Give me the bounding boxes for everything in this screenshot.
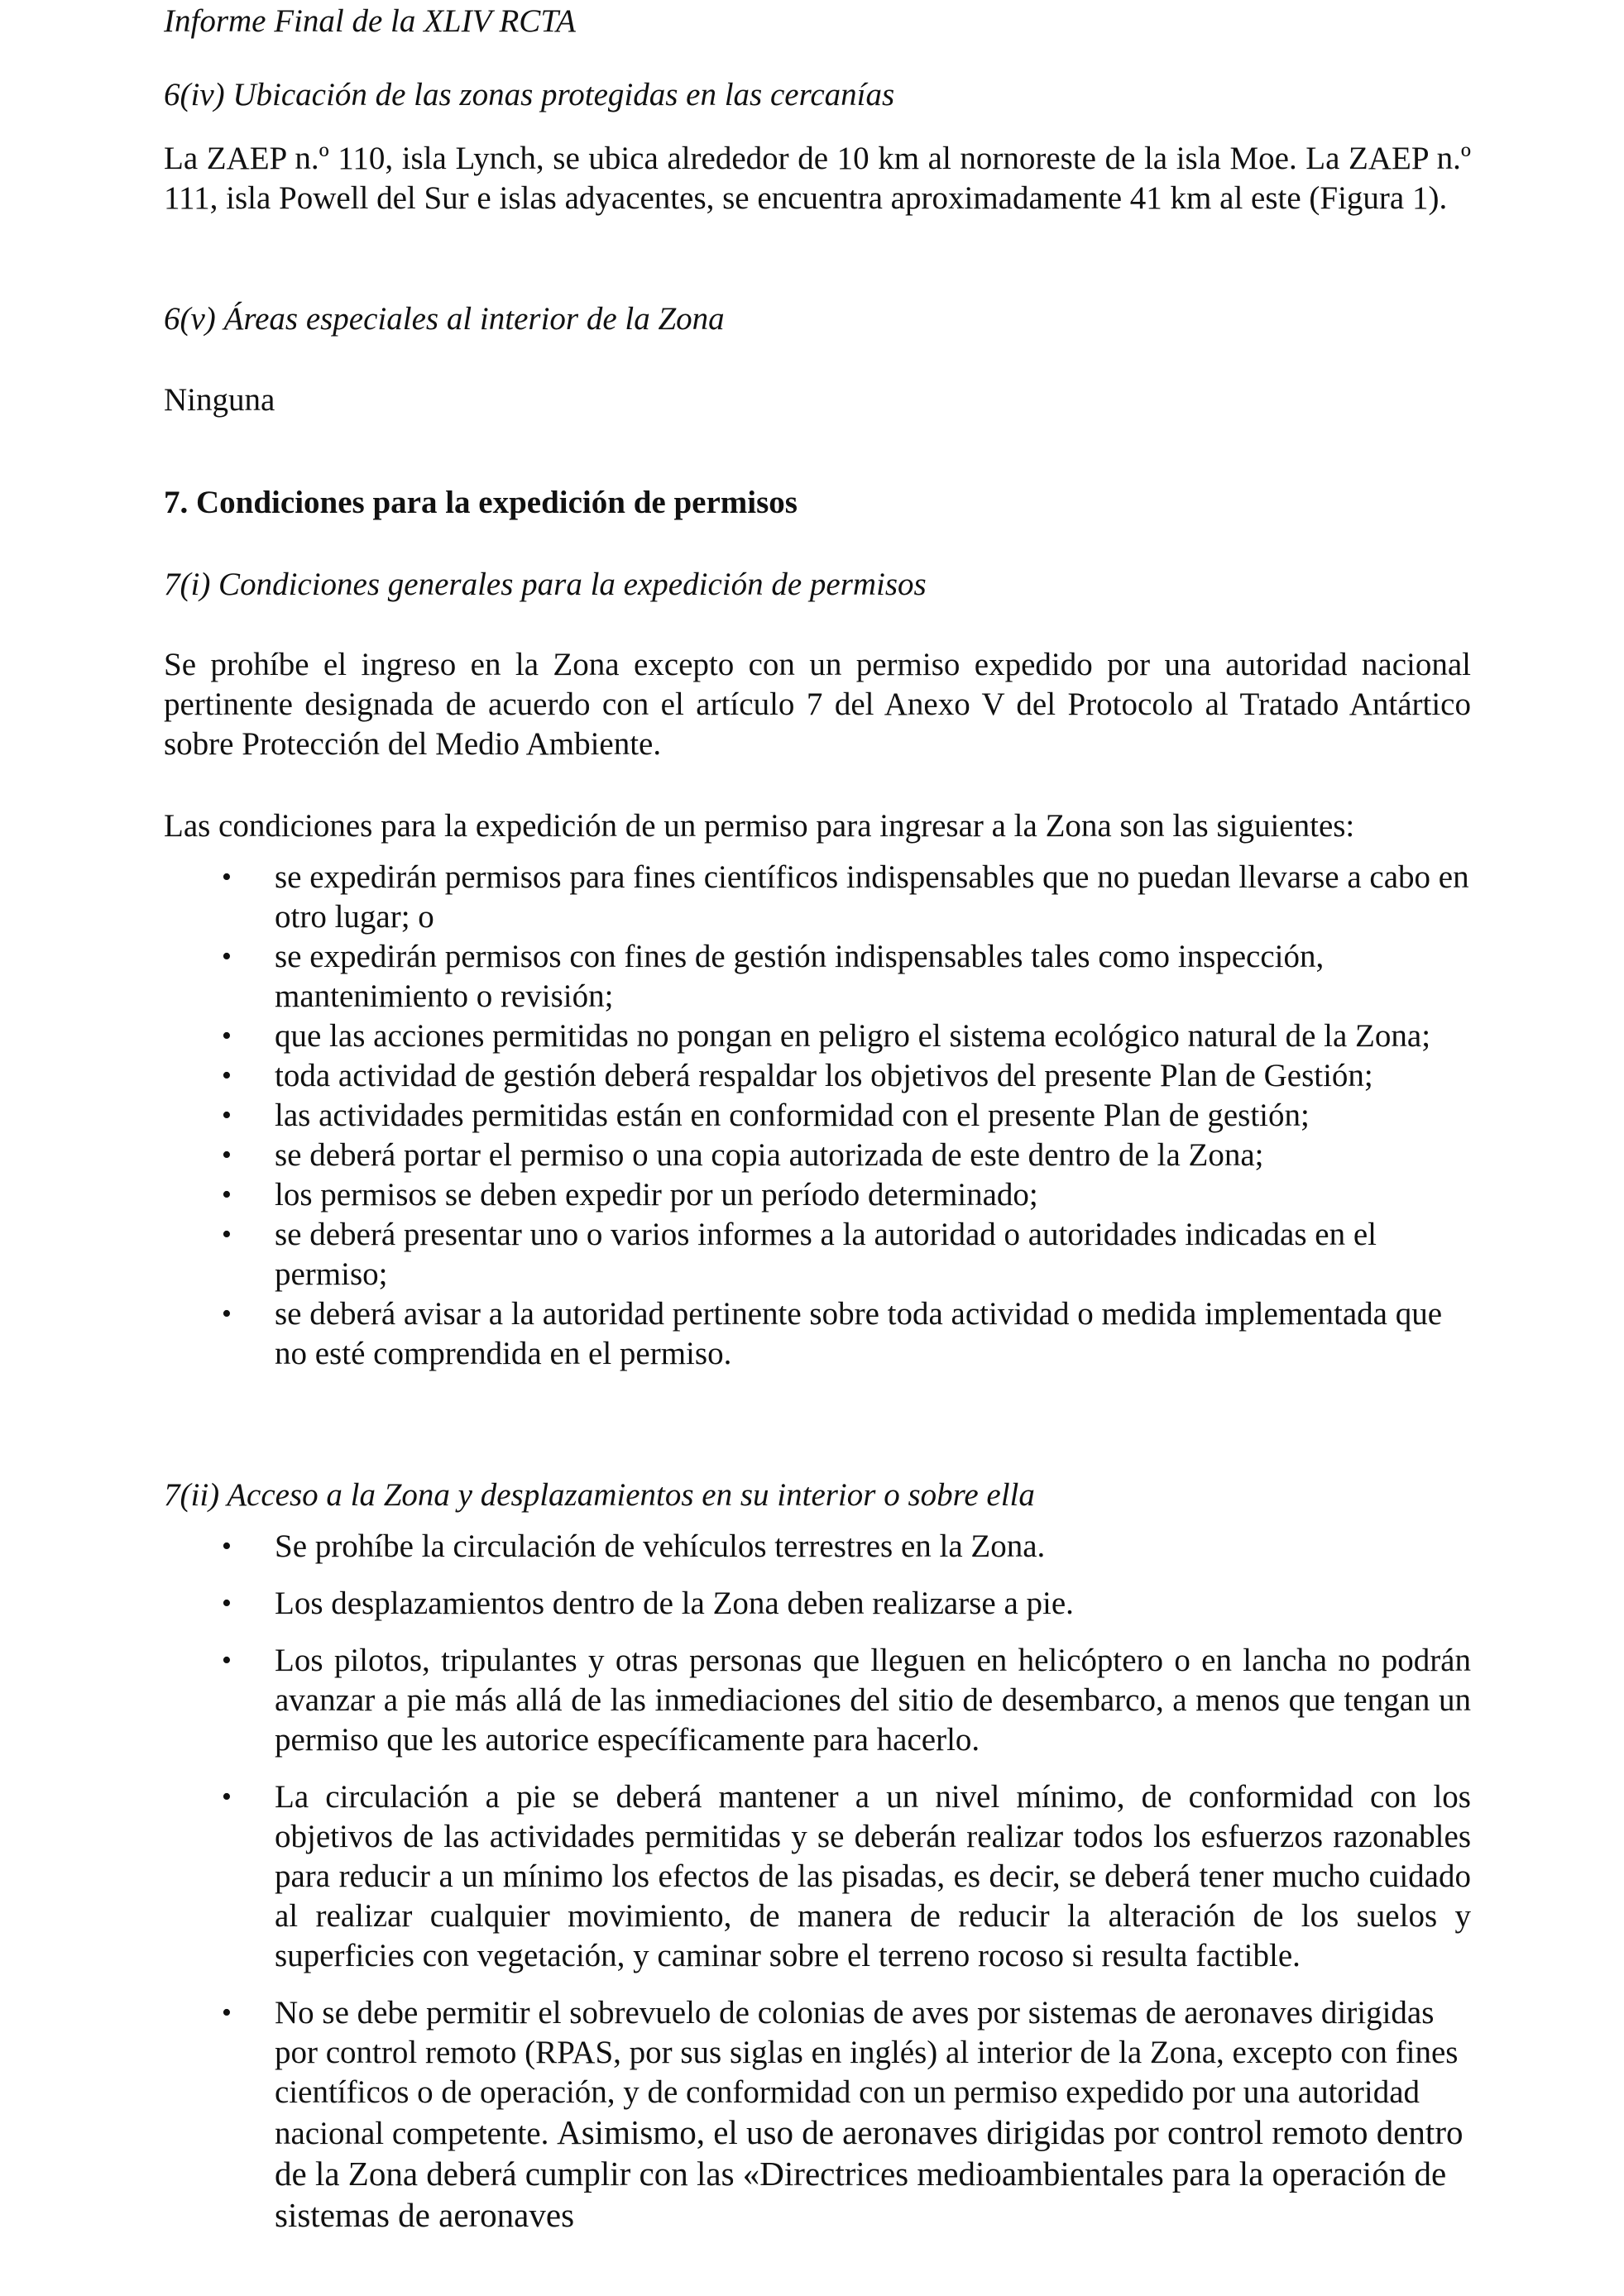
bullet-icon: • (222, 1060, 232, 1091)
list-item-text: los permisos se deben expedir por un período determinado; (275, 1177, 1038, 1213)
list-item-text: se expedirán permisos con fines de gestión indispensables tales como inspección, mantenimiento o revisión; (275, 939, 1325, 1014)
list-item-text: las actividades permitidas están en conformidad con el presente Plan de gestión; (275, 1098, 1310, 1133)
bullet-icon: • (222, 1021, 232, 1051)
list-item (164, 1016, 1471, 1056)
bullet-icon: • (222, 862, 232, 892)
list-item (164, 1527, 1471, 1567)
bullet-icon: • (222, 1299, 232, 1329)
section-7i-body-2: Las condiciones para la expedición de un permiso para ingresar a la Zona son las siguientes: (164, 808, 1355, 844)
list-item (164, 1993, 1471, 2236)
section-7i-heading: 7(i) Condiciones generales para la expedición de permisos (164, 567, 927, 602)
list-item-text: Se prohíbe la circulación de vehículos terrestres en la Zona. (275, 1528, 1046, 1564)
section-7-heading: 7. Condiciones para la expedición de permisos (164, 485, 798, 520)
bullet-icon: • (222, 941, 232, 972)
list-item (164, 1136, 1471, 1175)
list-item (164, 937, 1471, 1016)
bullet-icon: • (222, 1219, 232, 1250)
bullet-icon: • (222, 1782, 232, 1812)
section-6iv-heading: 6(iv) Ubicación de las zonas protegidas en las cercanías (164, 77, 895, 112)
bullet-icon: • (222, 1588, 232, 1619)
section-6v-body: Ninguna (164, 382, 275, 418)
bullet-icon: • (222, 1179, 232, 1210)
list-item (164, 1641, 1471, 1760)
list-item (164, 1584, 1471, 1624)
list-item-text: se deberá portar el permiso o una copia autorizada de este dentro de la Zona; (275, 1137, 1264, 1173)
section-6v-heading: 6(v) Áreas especiales al interior de la Zona (164, 301, 725, 337)
list-item-text: se deberá avisar a la autoridad pertinente sobre toda actividad o medida implementada que no esté comprendida en el permiso. (275, 1296, 1443, 1371)
section-7i-body-1: Se prohíbe el ingreso en la Zona excepto con un permiso expedido por una autoridad nacional pertinente designada de acuerdo con el artículo 7 del Anexo V del Protocolo al Tratado Antártico sobre Protección del Medio Ambiente. (164, 647, 1471, 762)
section-6iv-body: La ZAEP n.º 110, isla Lynch, se ubica alrededor de 10 km al nornoreste de la isla Moe. La ZAEP n.º 111, isla Powell del Sur e islas adyacentes, se encuentra aproximadamente 41 km al este (Figura 1). (164, 141, 1471, 216)
list-item-text: No se debe permitir el sobrevuelo de colonias de aves por sistemas de aeronaves dirigidas por control remoto (RPAS, por sus siglas en inglés) al interior de la Zona, excepto con fines científicos o de operación, y de conformidad con un permiso expedido por una autoridad nacional competente. (275, 1995, 1459, 2151)
list-item-text: La circulación a pie se deberá mantener a un nivel mínimo, de conformidad con los objetivos de las actividades permitidas y se deberán realizar todos los esfuerzos razonables para reducir a un mínimo los efectos de las pisadas, es decir, se deberá tener mucho cuidado al realizar cualquier movimiento, de manera de reducir la alteración de los suelos y superficies con vegetación, y caminar sobre el terreno rocoso si resulta factible. (275, 1779, 1471, 1973)
list-item (164, 1096, 1471, 1136)
bullet-icon: • (222, 1645, 232, 1676)
permit-conditions-list (164, 858, 1471, 1374)
list-item-text: se expedirán permisos para fines científicos indispensables que no puedan llevarse a cabo en otro lugar; o (275, 859, 1469, 935)
list-item-text-continued: Asimismo, el uso de aeronaves dirigidas por control remoto dentro de la Zona deberá cumplir con las «Directrices medioambientales para la operación de sistemas de aeronaves (275, 2113, 1464, 2234)
list-item (164, 1777, 1471, 1976)
bullet-icon: • (222, 1997, 232, 2028)
list-item (164, 1294, 1471, 1374)
bullet-icon: • (222, 1140, 232, 1170)
bullet-icon: • (222, 1531, 232, 1562)
list-item (164, 1175, 1471, 1215)
access-movement-list (164, 1527, 1471, 2236)
list-item-text: Los pilotos, tripulantes y otras personas que lleguen en helicóptero o en lancha no podrán avanzar a pie más allá de las inmediaciones del sitio de desembarco, a menos que tengan un permiso que les autorice específicamente para hacerlo. (275, 1643, 1471, 1758)
running-header: Informe Final de la XLIV RCTA (164, 3, 576, 39)
list-item (164, 1215, 1471, 1294)
list-item-text: se deberá presentar uno o varios informes a la autoridad o autoridades indicadas en el permiso; (275, 1217, 1377, 1292)
list-item-text: toda actividad de gestión deberá respaldar los objetivos del presente Plan de Gestión; (275, 1058, 1373, 1093)
bullet-icon: • (222, 1100, 232, 1131)
list-item-text: que las acciones permitidas no pongan en peligro el sistema ecológico natural de la Zona; (275, 1018, 1431, 1054)
list-item (164, 1056, 1471, 1096)
list-item (164, 858, 1471, 937)
list-item-text: Los desplazamientos dentro de la Zona deben realizarse a pie. (275, 1586, 1074, 1621)
section-7ii-heading: 7(ii) Acceso a la Zona y desplazamientos en su interior o sobre ella (164, 1477, 1035, 1513)
